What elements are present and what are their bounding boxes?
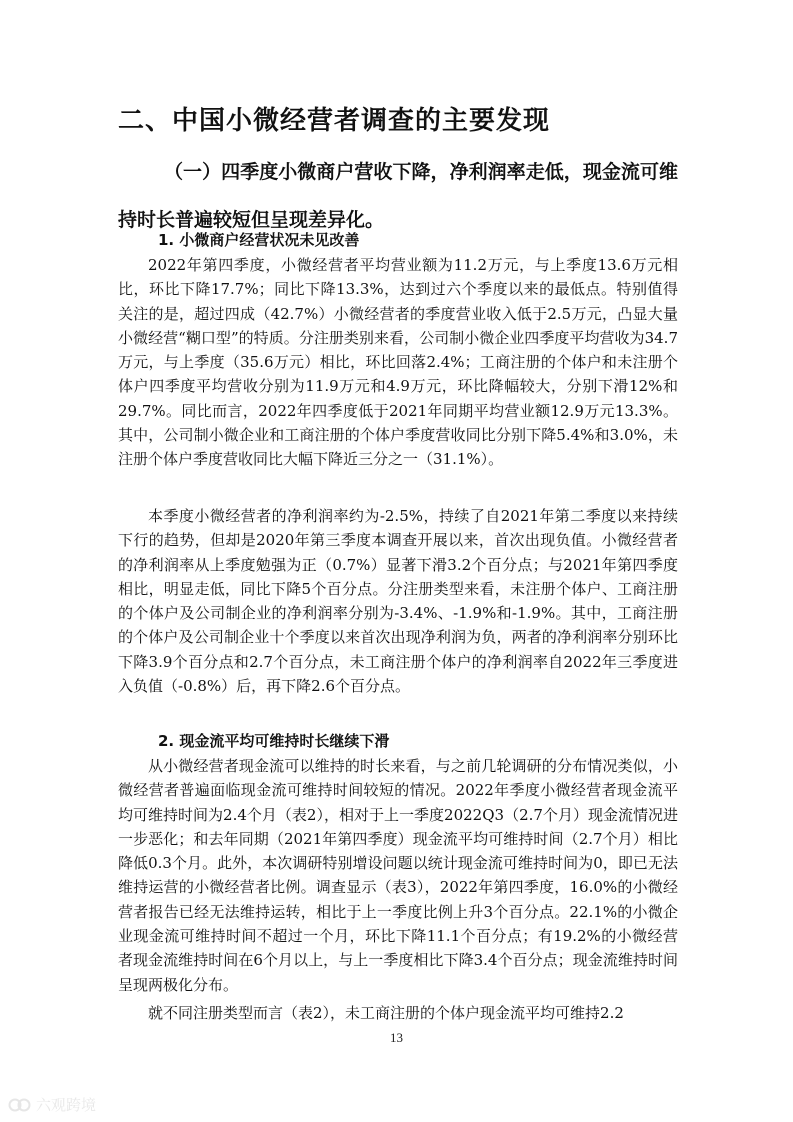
brand-logo-icon xyxy=(8,1097,32,1113)
watermark-text: 六观跨境 xyxy=(36,1096,97,1114)
paragraph: 从小微经营者现金流可以维持的时长来看，与之前几轮调研的分布情况类似，小微经营者普遍面临现金流可维持时间较短的情况。2022年季度小微经营者现金流平均可维持时间为2.4个月（表2），相对于上一季度2022Q3（2.7个月）现金流情况进一步恶化；和去年同期（2021年第四季度）现金流平均可维持时间（2.7个月）相比降低0.3个月。此外，本次调研特别增设问题以统计现金流可维持时间为0，即已无法维持运营的小微经营者比例。调查显示（表3），2022年第四季度，16.0%的小微经营者报告已经无法维持运转，相比于上一季度比例上升3个百分点。22.1%的小微企业现金流可维持时间不超过一个月，环比下降11.1个百分点；有19.2%的小微经营者现金流维持时间在6个月以上，与上一季度相比下降3.4个百分点；现金流维持时间呈现两极化分布。 xyxy=(118,757,678,994)
paragraph: 本季度小微经营者的净利润率约为-2.5%，持续了自2021年第二季度以来持续下行的趋势，但却是2020年第三季度本调查开展以来，首次出现负值。小微经营者的净利润率从上季度勉强为正（0.7%）显著下滑3.2个百分点；与2021年第四季度相比，明显走低，同比下降5个百分点。分注册类型来看，未注册个体户、工商注册的个体户及公司制企业的净利润率分别为-3.4%、-1.9%和-1.9%。其中，工商注册的个体户及公司制企业十个季度以来首次出现净利润为负，两者的净利润率分别环比下降3.9个百分点和2.7个百分点，未工商注册个体户的净利润率自2022年三季度进入负值（-0.8%）后，再下降2.6个百分点。 xyxy=(118,507,678,696)
page-number: 13 xyxy=(390,1030,403,1045)
watermark xyxy=(8,1094,96,1115)
sub-heading: （一）四季度小微商户营收下降，净利润率走低，现金流可维持时长普遍较短但呈现差异化。 xyxy=(118,161,678,231)
item2-heading: 2. 现金流平均可维持时长继续下滑 xyxy=(158,732,390,750)
paragraph: 就不同注册类型而言（表2），未工商注册的个体户现金流平均可维持2.2 xyxy=(148,1004,624,1022)
section-heading: 二、中国小微经营者调查的主要发现 xyxy=(118,106,551,136)
item1-heading: 1. 小微商户经营状况未见改善 xyxy=(158,231,360,249)
paragraph: 2022年第四季度，小微经营者平均营业额为11.2万元，与上季度13.6万元相比，环比下降17.7%；同比下降13.3%，达到过六个季度以来的最低点。特别值得关注的是，超过四成（42.7%）小微经营者的季度营业收入低于2.5万元，凸显大量小微经营“糊口型”的特质。分注册类别来看，公司制小微企业四季度平均营收为34.7万元，与上季度（35.6万元）相比，环比回落2.4%；工商注册的个体户和未注册个体户四季度平均营收分别为11.9万元和4.9万元，环比降幅较大，分别下滑12%和29.7%。同比而言，2022年四季度低于2021年同期平均营业额12.9万元13.3%。其中，公司制小微企业和工商注册的个体户季度营收同比分别下降5.4%和3.0%，未注册个体户季度营收同比大幅下降近三分之一（31.1%）。 xyxy=(118,256,678,469)
